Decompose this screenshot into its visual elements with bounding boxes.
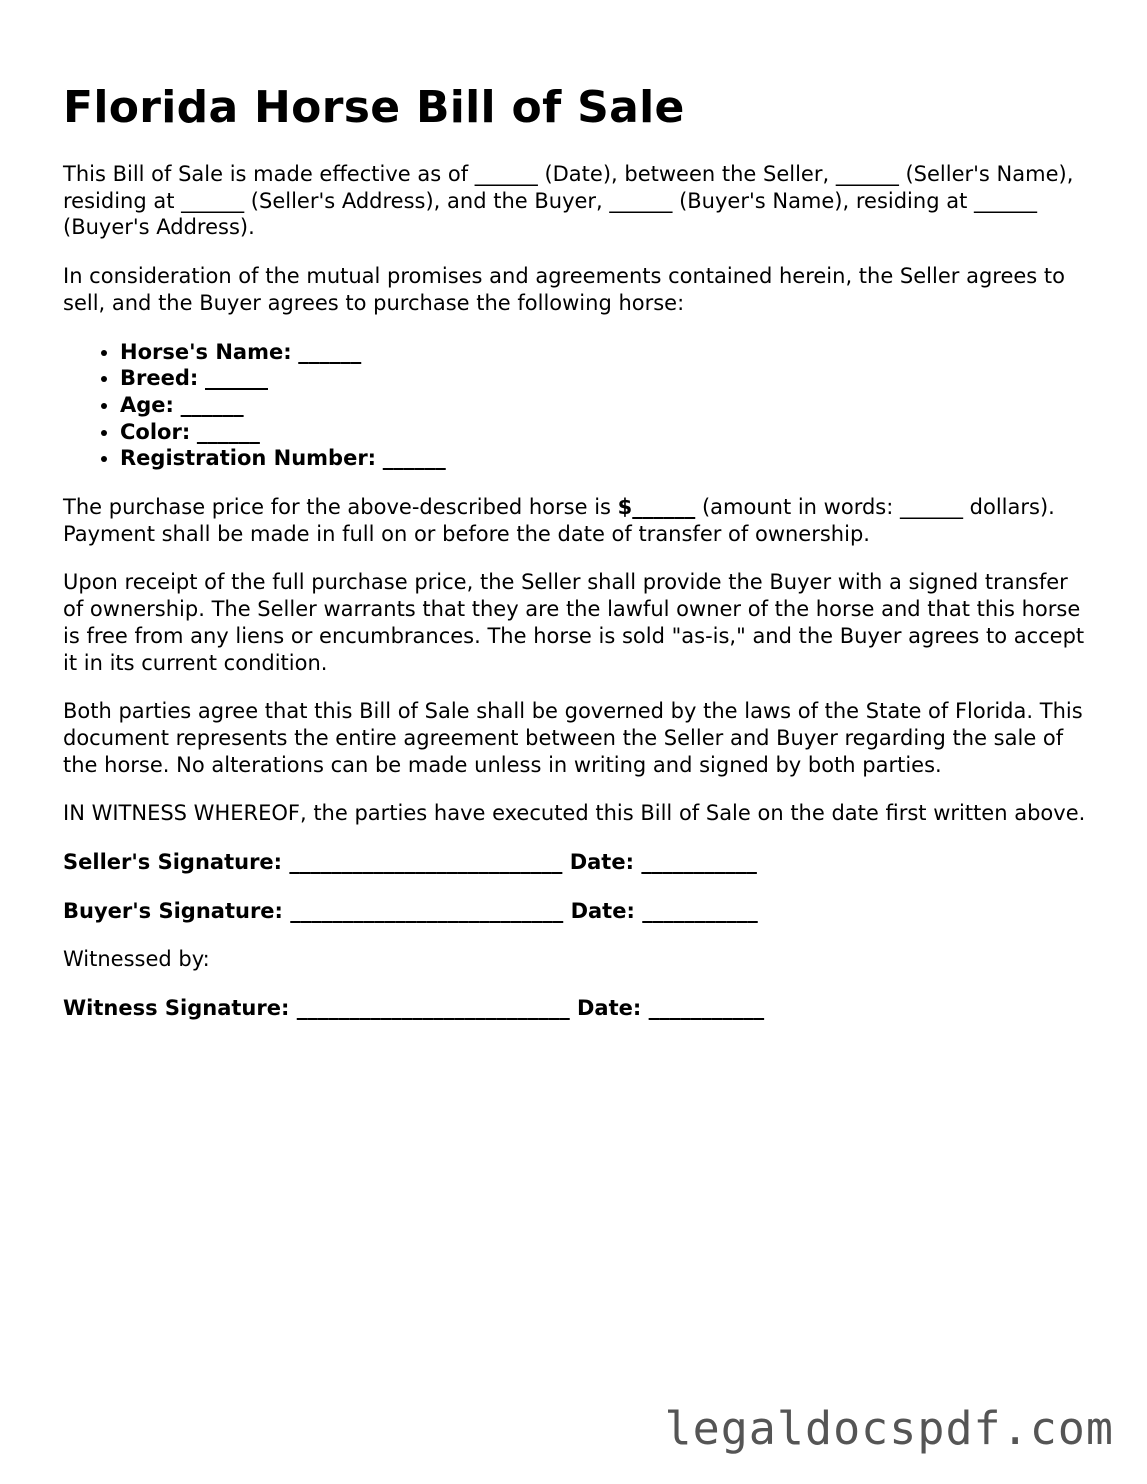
price-text-after: (amount in words: ______ dollars). Payment shall be made in full on or before the date of transfer of ownership. bbox=[63, 495, 1055, 546]
document-title: Florida Horse Bill of Sale bbox=[63, 82, 685, 133]
governing-law-paragraph: Both parties agree that this Bill of Sale shall be governed by the laws of the State of Florida. This document represents the entire agreement between the Seller and Buyer regarding the sale of the horse. No alterations can be made unless in writing and signed by both parties. bbox=[63, 699, 1083, 777]
transfer-paragraph: Upon receipt of the full purchase price, the Seller shall provide the Buyer with a signed transfer of ownership. The Seller warrants that they are the lawful owner of the horse and that this horse is free from any liens or encumbrances. The horse is sold "as-is," and the Buyer agrees to accept it in its current condition. bbox=[63, 570, 1085, 675]
age-blank: ______ bbox=[180, 392, 244, 417]
witness-signature-line bbox=[63, 995, 1087, 1022]
age-label: Age: bbox=[120, 392, 174, 417]
seller-signature-label: Seller's Signature: bbox=[63, 850, 283, 875]
list-item bbox=[120, 339, 1087, 366]
horse-name-blank: ______ bbox=[298, 339, 362, 364]
seller-signature-field[interactable]: __________________________ bbox=[289, 850, 563, 875]
breed-label: Breed: bbox=[120, 366, 199, 391]
buyer-date-field[interactable]: ___________ bbox=[642, 898, 758, 923]
list-item bbox=[120, 365, 1087, 392]
registration-number-blank: ______ bbox=[382, 446, 446, 471]
seller-date-label: Date: bbox=[569, 850, 634, 875]
list-item bbox=[120, 392, 1087, 419]
color-blank: ______ bbox=[196, 419, 260, 444]
witness-date-label: Date: bbox=[577, 996, 642, 1021]
witness-signature-field[interactable]: __________________________ bbox=[296, 996, 570, 1021]
buyer-date-label: Date: bbox=[570, 898, 635, 923]
list-item bbox=[120, 445, 1087, 472]
witness-clause: IN WITNESS WHEREOF, the parties have executed this Bill of Sale on the date first written above. bbox=[63, 801, 1086, 826]
footer-watermark: legaldocspdf.com bbox=[664, 1402, 1114, 1455]
price-amount-blank: $______ bbox=[617, 495, 696, 520]
buyer-signature-label: Buyer's Signature: bbox=[63, 898, 283, 923]
consideration-paragraph: In consideration of the mutual promises and agreements contained herein, the Seller agrees to sell, and the Buyer agrees to purchase the following horse: bbox=[63, 264, 1065, 315]
document-page bbox=[63, 80, 1087, 1044]
price-paragraph bbox=[63, 494, 1087, 547]
intro-paragraph: This Bill of Sale is made effective as of ______ (Date), between the Seller, ______ (Seller's Name), residing at ______ (Seller's Address), and the Buyer, ______ (Buyer's Name), residing at ______ (Buyer's Address). bbox=[63, 162, 1074, 240]
witnessed-by-label: Witnessed by: bbox=[63, 947, 210, 972]
seller-date-field[interactable]: ___________ bbox=[641, 850, 757, 875]
witness-signature-label: Witness Signature: bbox=[63, 996, 290, 1021]
buyer-signature-line bbox=[63, 898, 1087, 925]
breed-blank: ______ bbox=[204, 366, 268, 391]
price-text-before: The purchase price for the above-described horse is bbox=[63, 495, 618, 520]
list-item bbox=[120, 419, 1087, 446]
horse-details-list bbox=[63, 339, 1087, 473]
horse-name-label: Horse's Name: bbox=[120, 339, 292, 364]
seller-signature-line bbox=[63, 849, 1087, 876]
buyer-signature-field[interactable]: __________________________ bbox=[290, 898, 564, 923]
registration-number-label: Registration Number: bbox=[120, 446, 377, 471]
color-label: Color: bbox=[120, 419, 191, 444]
witness-date-field[interactable]: ___________ bbox=[648, 996, 765, 1021]
